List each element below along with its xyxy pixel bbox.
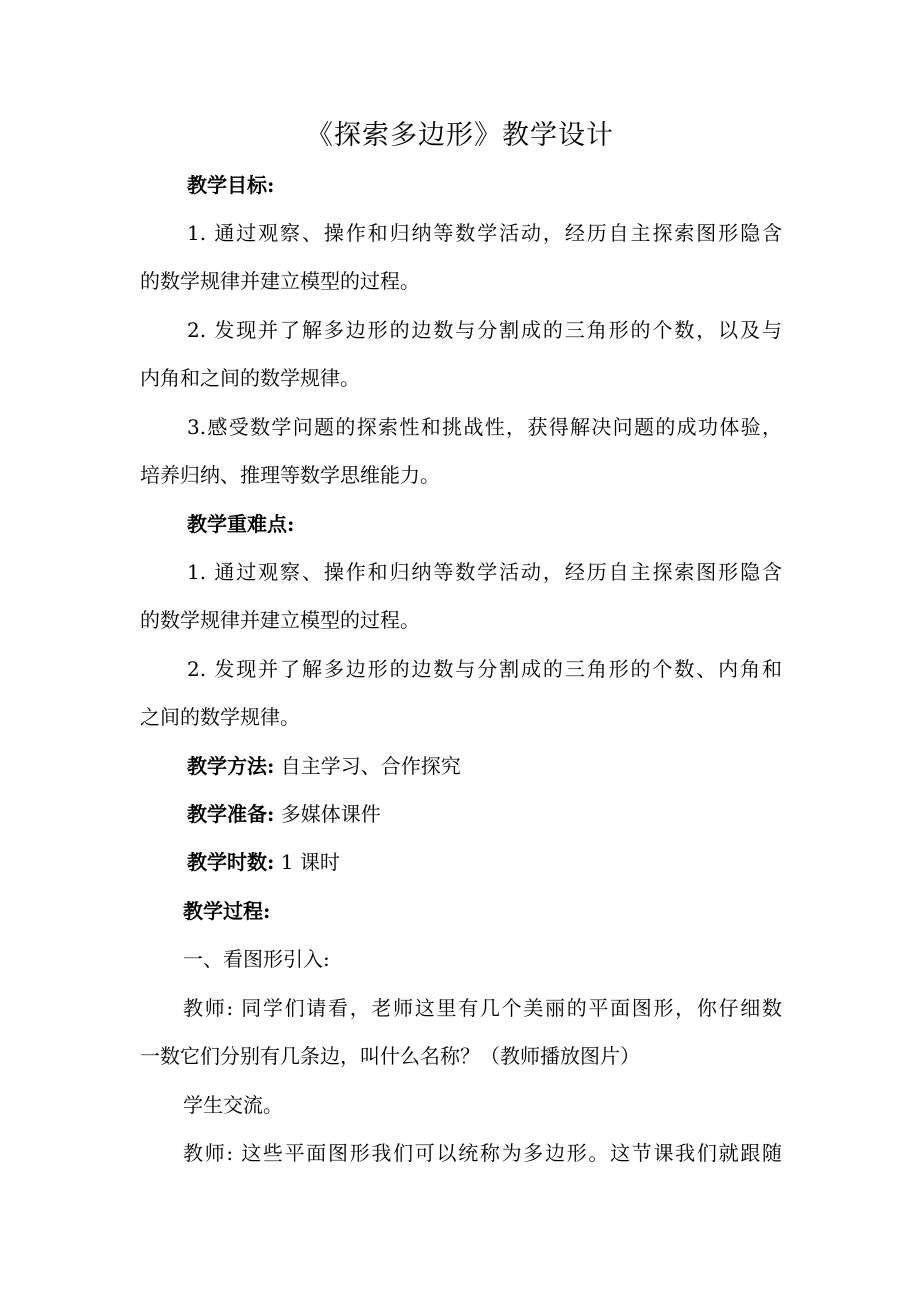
- process-heading: 教学过程:: [183, 899, 271, 923]
- objectives-heading: 教学目标:: [187, 173, 275, 197]
- keypoint-2-line1: 2. 发现并了解多边形的边数与分割成的三角形的个数、内角和: [187, 657, 782, 681]
- section1-heading: 一、看图形引入:: [183, 947, 330, 971]
- keypoint-2-line2: 之间的数学规律。: [140, 705, 300, 729]
- method-label: 教学方法:: [187, 754, 275, 778]
- objective-2-line1: 2. 发现并了解多边形的边数与分割成的三角形的个数，以及与: [187, 318, 782, 342]
- hours-row: [187, 848, 340, 876]
- keypoints-heading: 教学重难点:: [187, 512, 295, 536]
- document-title: 《探索多边形》教学设计: [306, 120, 614, 151]
- teacher2-line1: 教师: 这些平面图形我们可以统称为多边形。这节课我们就跟随: [183, 1141, 782, 1165]
- students1: 学生交流。: [183, 1093, 283, 1117]
- objective-3-line2: 培养归纳、推理等数学思维能力。: [140, 463, 440, 487]
- keypoint-1-line2: 的数学规律并建立模型的过程。: [140, 608, 420, 632]
- objective-1-line1: 1. 通过观察、操作和归纳等数学活动，经历自主探索图形隐含: [187, 221, 782, 245]
- objective-2-line2: 内角和之间的数学规律。: [140, 366, 360, 390]
- preparation-label: 教学准备:: [187, 802, 275, 826]
- method-row: [187, 752, 461, 780]
- method-value: 自主学习、合作探究: [280, 754, 461, 778]
- preparation-value: 多媒体课件: [280, 802, 381, 826]
- keypoint-1-line1: 1. 通过观察、操作和归纳等数学活动，经历自主探索图形隐含: [187, 560, 782, 584]
- hours-value: 1 课时: [280, 850, 340, 874]
- teacher1-line2: 一数它们分别有几条边，叫什么名称？（教师播放图片）: [140, 1044, 640, 1068]
- objective-3-line1: 3.感受数学问题的探索性和挑战性，获得解决问题的成功体验，: [187, 415, 782, 439]
- teacher1-line1: 教师: 同学们请看，老师这里有几个美丽的平面图形，你仔细数: [183, 996, 782, 1020]
- hours-label: 教学时数:: [187, 850, 275, 874]
- objective-1-line2: 的数学规律并建立模型的过程。: [140, 269, 420, 293]
- preparation-row: [187, 800, 381, 828]
